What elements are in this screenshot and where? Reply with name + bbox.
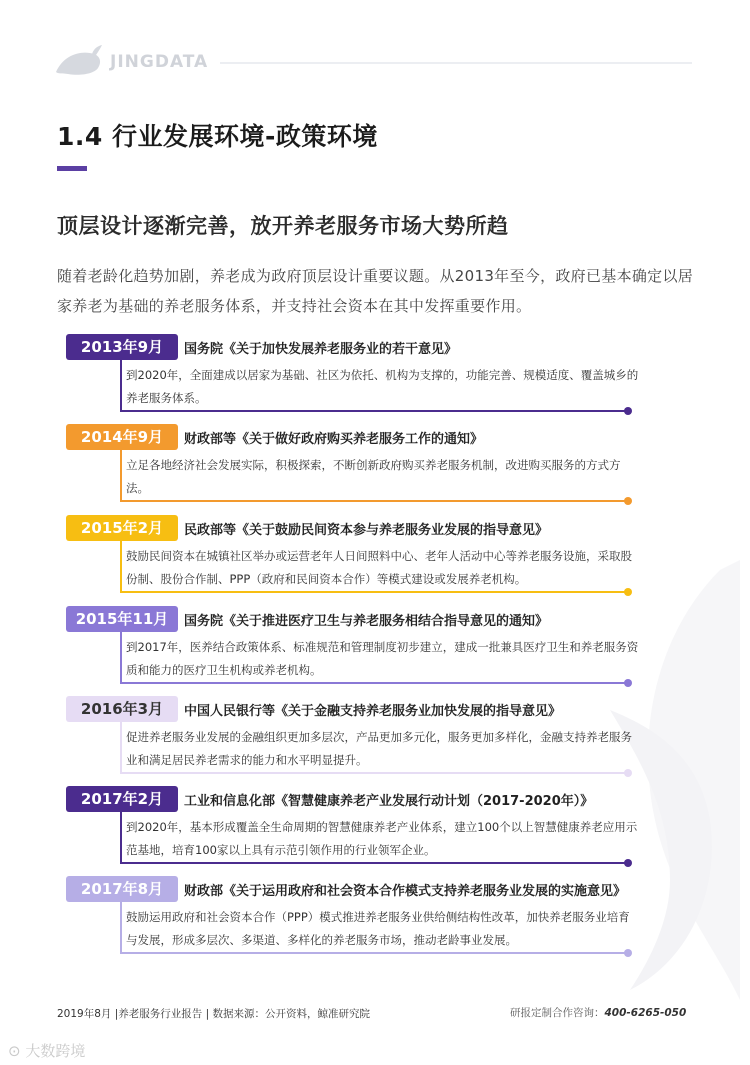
timeline-vertical-line (120, 812, 122, 863)
timeline-horizontal-line (120, 862, 628, 864)
timeline-horizontal-line (120, 591, 628, 593)
timeline-vertical-line (120, 632, 122, 683)
year-tag: 2015年11月 (66, 606, 178, 632)
timeline-event (0, 786, 750, 876)
timeline-horizontal-line (120, 500, 628, 502)
policy-description: 立足各地经济社会发展实际，积极探索，不断创新政府购买养老服务机制，改进购买服务的方式方法。 (126, 458, 621, 495)
timeline-event (0, 876, 750, 966)
subtitle: 顶层设计逐渐完善，放开养老服务市场大势所趋 (57, 214, 509, 238)
timeline-vertical-line (120, 902, 122, 953)
year-tag: 2014年9月 (66, 424, 178, 450)
timeline-vertical-line (120, 722, 122, 773)
policy-title: 国务院《关于加快发展养老服务业的若干意见》 (184, 342, 458, 357)
policy-description: 到2020年，全面建成以居家为基础、社区为依托、机构为支撑的，功能完善、规模适度、覆盖城乡的养老服务体系。 (126, 368, 639, 405)
policy-description: 鼓励运用政府和社会资本合作（PPP）模式推进养老服务业供给侧结构性改革，加快养老服务业培育与发展，形成多层次、多渠道、多样化的养老服务市场，推动老龄事业发展。 (126, 910, 630, 947)
policy-title: 财政部《关于运用政府和社会资本合作模式支持养老服务业发展的实施意见》 (184, 884, 627, 899)
contact-label: 研报定制合作咨询： (510, 1007, 605, 1019)
year-tag: 2013年9月 (66, 334, 178, 360)
policy-title: 中国人民银行等《关于金融支持养老服务业加快发展的指导意见》 (184, 704, 562, 719)
timeline-event (0, 696, 750, 786)
year-tag: 2016年3月 (66, 696, 178, 722)
policy-title: 财政部等《关于做好政府购买养老服务工作的通知》 (184, 432, 484, 447)
watermark-text: 大数跨境 (25, 1042, 86, 1060)
year-tag: 2017年8月 (66, 876, 178, 902)
timeline-horizontal-line (120, 772, 628, 774)
year-tag: 2015年2月 (66, 515, 178, 541)
timeline-end-dot (624, 679, 632, 687)
policy-title: 工业和信息化部《智慧健康养老产业发展行动计划（2017-2020年）》 (184, 794, 594, 809)
intro-paragraph: 随着老龄化趋势加剧，养老成为政府顶层设计重要议题。从2013年至今，政府已基本确定以居家养老为基础的养老服务体系，并支持社会资本在其中发挥重要作用。 (57, 267, 694, 315)
footer-contact (510, 1005, 686, 1020)
timeline-vertical-line (120, 360, 122, 411)
timeline-vertical-line (120, 450, 122, 501)
section-title: 1.4 行业发展环境-政策环境 (57, 122, 378, 151)
brand-name: JINGDATA (110, 52, 209, 72)
footer-source-note: 2019年8月 |养老服务行业报告 | 数据来源：公开资料，鲸准研究院 (57, 1008, 370, 1020)
policy-description: 促进养老服务业发展的金融组织更加多层次，产品更加多元化，服务更加多样化，金融支持养老服务业和满足居民养老需求的能力和水平明显提升。 (126, 730, 632, 767)
watermark (8, 1040, 85, 1061)
timeline-vertical-line (120, 541, 122, 592)
policy-description: 鼓励民间资本在城镇社区举办或运营老年人日间照料中心、老年人活动中心等养老服务设施，采取股份制、股份合作制、PPP（政府和民间资本合作）等模式建设或发展养老机构。 (126, 549, 632, 586)
timeline-event (0, 334, 750, 424)
timeline-horizontal-line (120, 682, 628, 684)
year-tag: 2017年2月 (66, 786, 178, 812)
timeline-event (0, 606, 750, 696)
policy-description: 到2017年，医养结合政策体系、标准规范和管理制度初步建立，建成一批兼具医疗卫生和养老服务资质和能力的医疗卫生机构或养老机构。 (126, 640, 639, 677)
timeline-end-dot (624, 949, 632, 957)
timeline-horizontal-line (120, 410, 628, 412)
timeline-end-dot (624, 407, 632, 415)
timeline-end-dot (624, 588, 632, 596)
watermark-icon: ⊙ (8, 1042, 26, 1060)
timeline-event (0, 424, 750, 514)
timeline-end-dot (624, 769, 632, 777)
timeline-horizontal-line (120, 952, 628, 954)
contact-phone: 400-6265-050 (604, 1007, 687, 1019)
policy-description: 到2020年，基本形成覆盖全生命周期的智慧健康养老产业体系，建立100个以上智慧健康养老应用示范基地，培育100家以上具有示范引领作用的行业领军企业。 (126, 820, 638, 857)
timeline-end-dot (624, 859, 632, 867)
timeline-event (0, 515, 750, 605)
policy-title: 民政部等《关于鼓励民间资本参与养老服务业发展的指导意见》 (184, 523, 549, 538)
timeline-end-dot (624, 497, 632, 505)
policy-title: 国务院《关于推进医疗卫生与养老服务相结合指导意见的通知》 (184, 614, 549, 629)
